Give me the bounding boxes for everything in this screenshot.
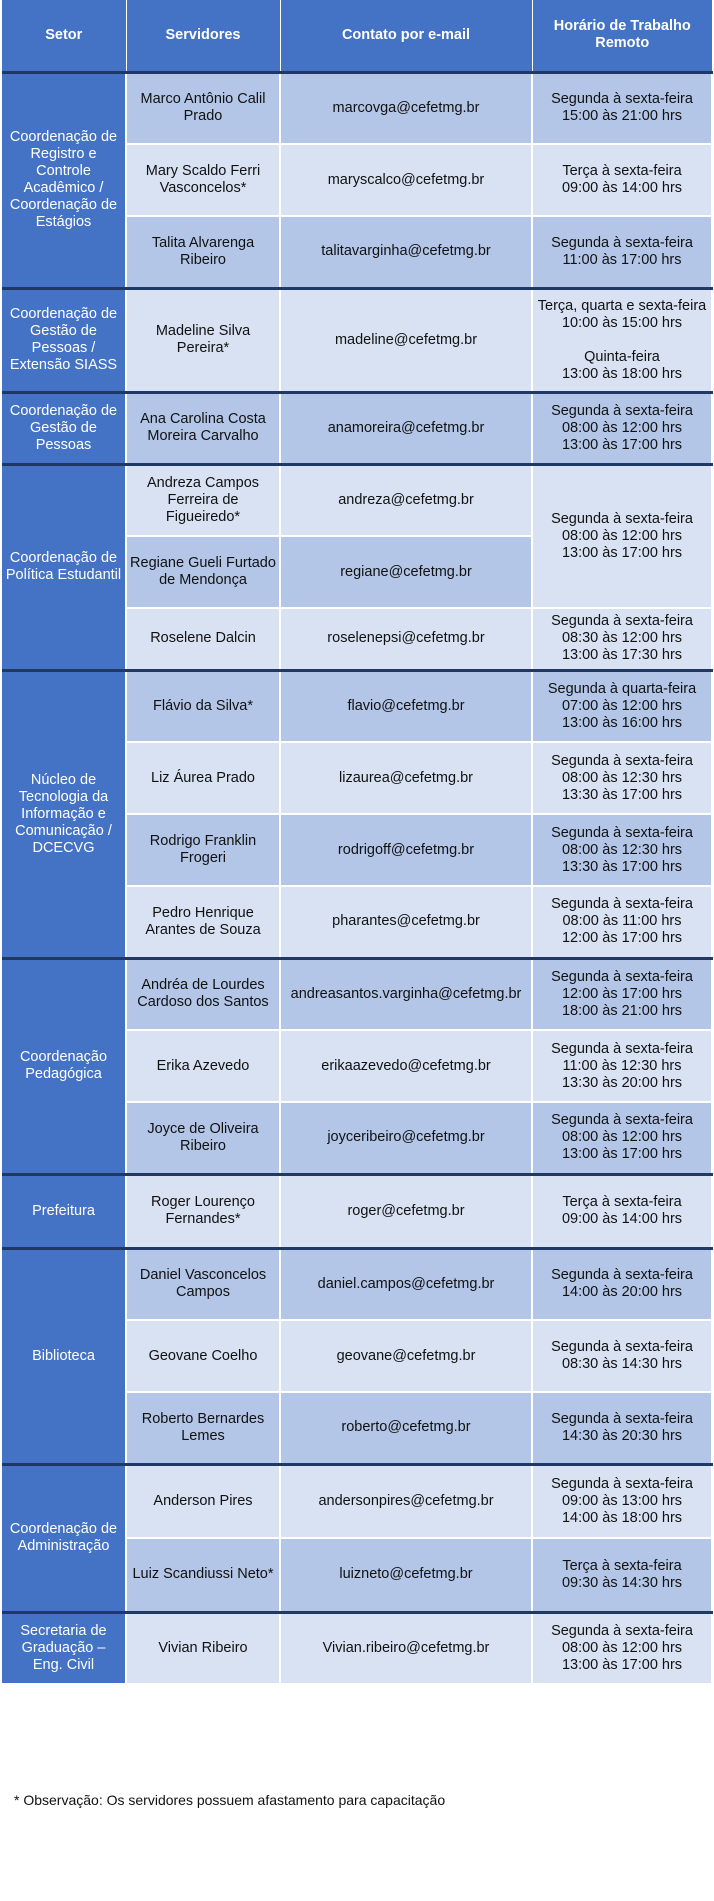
schedule-line: 14:00 às 18:00 hrs xyxy=(561,1509,683,1526)
schedule-line: Segunda à sexta-feira xyxy=(551,752,693,769)
setor-cell: Prefeitura xyxy=(2,1174,126,1248)
schedule-line: 08:30 às 12:00 hrs xyxy=(561,630,683,647)
setor-cell: Coordenação de Gestão de Pessoas xyxy=(2,392,126,464)
schedule-cell xyxy=(532,216,712,288)
schedule-line: 13:30 às 17:00 hrs xyxy=(561,786,683,803)
table-row xyxy=(2,1612,712,1684)
schedule-line: Segunda à sexta-feira xyxy=(551,968,693,985)
schedule-line: 08:00 às 12:30 hrs xyxy=(561,769,683,786)
email-cell[interactable]: marcovga@cefetmg.br xyxy=(280,72,532,144)
servidor-name-cell: Geovane Coelho xyxy=(126,1320,280,1392)
servidor-name-cell: Roselene Dalcin xyxy=(126,608,280,670)
schedule-line: 13:00 às 18:00 hrs xyxy=(561,365,683,382)
schedule-cell xyxy=(532,742,712,814)
schedule-line: 12:00 às 17:00 hrs xyxy=(561,930,683,947)
schedule-line: Segunda à sexta-feira xyxy=(551,510,693,527)
email-cell[interactable]: roger@cefetmg.br xyxy=(280,1174,532,1248)
schedule-line: 13:00 às 17:00 hrs xyxy=(561,1146,683,1163)
schedule-cell xyxy=(532,608,712,670)
setor-cell: Coordenação de Administração xyxy=(2,1464,126,1612)
servidor-name-cell: Erika Azevedo xyxy=(126,1030,280,1102)
schedule-line: Segunda à sexta-feira xyxy=(551,824,693,841)
table-row xyxy=(2,1464,712,1538)
schedule-line: 11:00 às 17:00 hrs xyxy=(562,251,682,268)
schedule-line: 13:00 às 17:30 hrs xyxy=(561,647,683,664)
schedule-line: 09:30 às 14:30 hrs xyxy=(561,1574,683,1591)
schedule-line: 08:00 às 12:00 hrs xyxy=(561,527,683,544)
schedule-line: Terça à sexta-feira xyxy=(562,1194,682,1210)
schedule-line: Segunda à sexta-feira xyxy=(551,613,693,630)
setor-cell: Núcleo de Tecnologia da Informação e Comunicação / DCECVG xyxy=(2,670,126,958)
table-row xyxy=(2,288,712,392)
servidor-name-cell: Rodrigo Franklin Frogeri xyxy=(126,814,280,886)
schedule-line: 14:30 às 20:30 hrs xyxy=(561,1427,683,1444)
schedule-line: 08:00 às 12:00 hrs xyxy=(561,1639,683,1656)
schedule-cell xyxy=(532,1538,712,1612)
servidor-name-cell: Daniel Vasconcelos Campos xyxy=(126,1248,280,1320)
schedule-line: 12:00 às 17:00 hrs xyxy=(561,985,683,1002)
header-contato: Contato por e-mail xyxy=(280,0,532,72)
schedule-line: 07:00 às 12:00 hrs xyxy=(561,697,683,714)
email-cell[interactable]: roberto@cefetmg.br xyxy=(280,1392,532,1464)
email-cell[interactable]: madeline@cefetmg.br xyxy=(280,288,532,392)
schedule-cell xyxy=(532,288,712,392)
schedule-cell xyxy=(532,886,712,958)
schedule-line: Segunda à sexta-feira xyxy=(551,1267,693,1284)
setor-cell: Coordenação de Política Estudantil xyxy=(2,464,126,670)
email-cell[interactable]: luizneto@cefetmg.br xyxy=(280,1538,532,1612)
schedule-cell xyxy=(532,1174,712,1248)
schedule-cell xyxy=(532,1612,712,1684)
table-header-row xyxy=(2,0,712,72)
header-horario: Horário de Trabalho Remoto xyxy=(532,0,712,72)
schedule-cell xyxy=(532,392,712,464)
schedule-line: Segunda à sexta-feira xyxy=(551,1622,693,1639)
schedule-line: 08:00 às 12:30 hrs xyxy=(561,841,683,858)
schedule-line: 13:00 às 17:00 hrs xyxy=(561,436,683,453)
schedule-cell xyxy=(532,1248,712,1320)
schedule-cell xyxy=(532,1030,712,1102)
schedule-line: Segunda à sexta-feira xyxy=(551,1475,693,1492)
schedule-cell xyxy=(532,72,712,144)
servidor-name-cell: Liz Áurea Prado xyxy=(126,742,280,814)
schedule-cell xyxy=(532,1102,712,1174)
schedule-line: 13:30 às 20:00 hrs xyxy=(561,1074,683,1091)
email-cell[interactable]: geovane@cefetmg.br xyxy=(280,1320,532,1392)
setor-cell: Coordenação de Registro e Controle Acadêmico / Coordenação de Estágios xyxy=(2,72,126,288)
schedule-line: 15:00 às 21:00 hrs xyxy=(561,108,683,125)
servidor-name-cell: Andreza Campos Ferreira de Figueiredo* xyxy=(126,464,280,536)
schedule-line: 18:00 às 21:00 hrs xyxy=(561,1002,683,1019)
servidor-name-cell: Anderson Pires xyxy=(126,1464,280,1538)
schedule-line: 13:00 às 17:00 hrs xyxy=(561,544,683,561)
email-cell[interactable]: andreza@cefetmg.br xyxy=(280,464,532,536)
email-cell[interactable]: erikaazevedo@cefetmg.br xyxy=(280,1030,532,1102)
schedule-line: 13:00 às 17:00 hrs xyxy=(561,1656,683,1673)
servidor-name-cell: Pedro Henrique Arantes de Souza xyxy=(126,886,280,958)
email-cell[interactable]: lizaurea@cefetmg.br xyxy=(280,742,532,814)
schedule-line: 08:00 às 12:00 hrs xyxy=(561,1129,683,1146)
servidor-name-cell: Ana Carolina Costa Moreira Carvalho xyxy=(126,392,280,464)
schedule-line: Segunda à sexta-feira xyxy=(551,1410,693,1427)
email-cell[interactable]: regiane@cefetmg.br xyxy=(280,536,532,608)
email-cell[interactable]: maryscalco@cefetmg.br xyxy=(280,144,532,216)
schedule-line: Segunda à sexta-feira xyxy=(551,1040,693,1057)
table-row xyxy=(2,1248,712,1320)
schedule-line: 13:00 às 16:00 hrs xyxy=(561,714,683,731)
servidor-name-cell: Andréa de Lourdes Cardoso dos Santos xyxy=(126,958,280,1030)
schedule-cell xyxy=(532,1320,712,1392)
schedule-line: Terça à sexta-feira xyxy=(562,163,682,179)
header-servidores: Servidores xyxy=(126,0,280,72)
schedule-line: Terça, quarta e sexta-feira xyxy=(537,297,707,314)
servidor-name-cell: Talita Alvarenga Ribeiro xyxy=(126,216,280,288)
schedule-cell xyxy=(532,670,712,742)
schedule-line: Segunda à sexta-feira xyxy=(551,896,693,913)
schedule-line: 10:00 às 15:00 hrs xyxy=(561,314,683,331)
setor-cell: Coordenação de Gestão de Pessoas / Extensão SIASS xyxy=(2,288,126,392)
header-setor: Setor xyxy=(2,0,126,72)
table-body xyxy=(2,72,712,1684)
schedule-line: 09:00 às 14:00 hrs xyxy=(561,180,683,196)
schedule-line: Segunda à quarta-feira xyxy=(547,680,697,697)
servidor-name-cell: Marco Antônio Calil Prado xyxy=(126,72,280,144)
remote-work-schedule-table xyxy=(2,0,713,1685)
schedule-line: 13:30 às 17:00 hrs xyxy=(561,858,683,875)
email-cell[interactable]: pharantes@cefetmg.br xyxy=(280,886,532,958)
email-cell[interactable]: joyceribeiro@cefetmg.br xyxy=(280,1102,532,1174)
table-row xyxy=(2,72,712,144)
table-row xyxy=(2,464,712,536)
servidor-name-cell: Joyce de Oliveira Ribeiro xyxy=(126,1102,280,1174)
schedule-line: 11:00 às 12:30 hrs xyxy=(562,1057,682,1074)
setor-cell: Secretaria de Graduação – Eng. Civil xyxy=(2,1612,126,1684)
servidor-name-cell: Flávio da Silva* xyxy=(126,670,280,742)
table-row xyxy=(2,958,712,1030)
schedule-cell xyxy=(532,814,712,886)
schedule-line: 08:00 às 11:00 hrs xyxy=(562,913,682,930)
schedule-line: Terça à sexta-feira xyxy=(562,1557,682,1574)
servidor-name-cell: Regiane Gueli Furtado de Mendonça xyxy=(126,536,280,608)
schedule-line: Segunda à sexta-feira xyxy=(551,402,693,419)
email-cell[interactable]: rodrigoff@cefetmg.br xyxy=(280,814,532,886)
email-cell[interactable]: andreasantos.varginha@cefetmg.br xyxy=(280,958,532,1030)
schedule-line: Segunda à sexta-feira xyxy=(551,91,693,108)
footnote: * Observação: Os servidores possuem afastamento para capacitação xyxy=(14,1792,446,1808)
servidor-name-cell: Vivian Ribeiro xyxy=(126,1612,280,1684)
schedule-cell xyxy=(532,958,712,1030)
schedule-gap xyxy=(536,332,708,349)
servidor-name-cell: Mary Scaldo Ferri Vasconcelos* xyxy=(126,144,280,216)
email-cell[interactable]: roselenepsi@cefetmg.br xyxy=(280,608,532,670)
schedule-cell xyxy=(532,1464,712,1538)
table-row xyxy=(2,392,712,464)
schedule-cell xyxy=(532,1392,712,1464)
schedule-line: 08:00 às 12:00 hrs xyxy=(561,419,683,436)
schedule-table-container xyxy=(2,0,712,1685)
schedule-line: Segunda à sexta-feira xyxy=(551,234,693,251)
servidor-name-cell: Roger Lourenço Fernandes* xyxy=(126,1174,280,1248)
setor-cell: Biblioteca xyxy=(2,1248,126,1464)
email-cell[interactable]: flavio@cefetmg.br xyxy=(280,670,532,742)
email-cell[interactable]: daniel.campos@cefetmg.br xyxy=(280,1248,532,1320)
table-row xyxy=(2,1174,712,1248)
shared-schedule-cell xyxy=(532,464,712,608)
email-cell[interactable]: anamoreira@cefetmg.br xyxy=(280,392,532,464)
servidor-name-cell: Luiz Scandiussi Neto* xyxy=(126,1538,280,1612)
schedule-line: 09:00 às 13:00 hrs xyxy=(561,1492,683,1509)
schedule-line: 14:00 às 20:00 hrs xyxy=(561,1284,683,1301)
servidor-name-cell: Madeline Silva Pereira* xyxy=(126,288,280,392)
email-cell[interactable]: talitavarginha@cefetmg.br xyxy=(280,216,532,288)
schedule-line: Segunda à sexta-feira xyxy=(551,1112,693,1129)
table-row xyxy=(2,670,712,742)
schedule-line: Quinta-feira xyxy=(584,348,660,365)
email-cell[interactable]: andersonpires@cefetmg.br xyxy=(280,1464,532,1538)
schedule-line: Segunda à sexta-feira xyxy=(551,1339,693,1355)
schedule-line: 09:00 às 14:00 hrs xyxy=(561,1211,683,1227)
email-cell[interactable]: Vivian.ribeiro@cefetmg.br xyxy=(280,1612,532,1684)
schedule-cell xyxy=(532,144,712,216)
schedule-line: 08:30 às 14:30 hrs xyxy=(561,1356,683,1372)
servidor-name-cell: Roberto Bernardes Lemes xyxy=(126,1392,280,1464)
setor-cell: Coordenação Pedagógica xyxy=(2,958,126,1174)
